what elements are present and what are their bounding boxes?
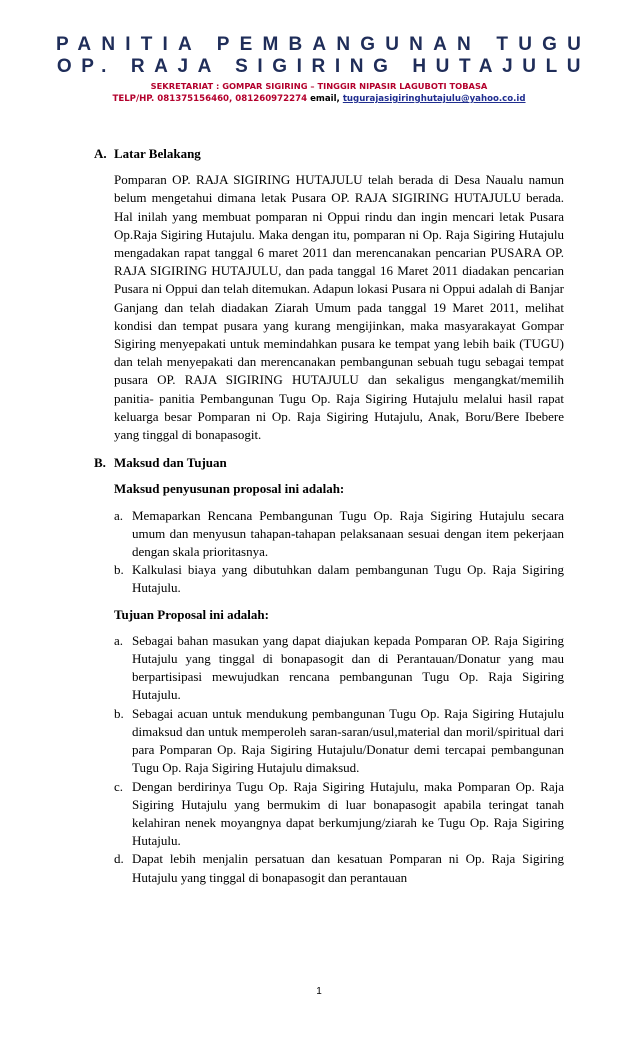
list-item xyxy=(96,850,564,886)
list-item-text: Sebagai acuan untuk mendukung pembangunan Tugu Op. Raja Sigiring Hutajulu dimaksud dan untuk memperoleh saran-saran/usul,material dan moril/spiritual dari para Pomparan Op. Raja Sigiring Hutajulu/Donatur demi tercapai pembangunan Tugu Op. Raja Sigiring Hutajulu dimaksud. xyxy=(132,705,564,776)
list-marker: b. xyxy=(114,562,124,578)
letterhead-email-label: email, xyxy=(310,94,340,104)
list-marker: b. xyxy=(114,705,124,721)
maksud-list xyxy=(96,507,564,598)
letterhead-address: SEKRETARIAT : GOMPAR SIGIRING – TINGGIR NIPASIR LAGUBOTI TOBASA xyxy=(150,81,488,91)
letterhead-subtitle: OP. RAJA SIGIRING HUTAJULU xyxy=(56,56,591,77)
page-number: 1 xyxy=(316,986,322,997)
letterhead-email-link[interactable]: tugurajasigiringhutajulu@yahoo.co.id xyxy=(342,94,526,104)
list-item-text: Memaparkan Rencana Pembangunan Tugu Op. Raja Sigiring Hutajulu secara umum dan menyusun tahapan-tahapan pelaksanaan sesuai dengan item pekerjaan dengan skala prioritasnya. xyxy=(132,507,564,560)
list-marker: d. xyxy=(114,851,124,867)
list-item xyxy=(96,561,564,597)
section-a-label: A. xyxy=(94,146,107,161)
letterhead-title: PANITIA PEMBANGUNAN TUGU xyxy=(55,34,592,55)
section-a-paragraph: Pomparan OP. RAJA SIGIRING HUTAJULU telah berada di Desa Naualu namun belum mengetahui dimana letak Pusara OP. RAJA SIGIRING HUTAJULU berada. Hal inilah yang membuat pomparan ni Oppui rindu dan ingin mencari letak Pusara Op.Raja Sigiring Hutajulu. Maka dengan itu, pomparan ni Op. Raja Sigiring Hutajulu mengadakan rapat tanggal 6 maret 2011 dan merencanakan pencarian PUSARA OP. RAJA SIGIRING HUTAJULU, dan pada tanggal 16 Maret 2011 diadakan pencarian Pusara ni Oppui dan telah ditemukan. Adapun lokasi Pusara ni Oppui adalah di Banjar Ganjang dan telah diadakan Ziarah Umum pada tanggal 19 Maret 2011, melihat kondisi dan tempat pusara yang kurang mengijinkan, maka masyarakayat Gompar Sigiring menyepakati untuk memindahkan pusara ke tempat yang lebih baik (TUGU) dan telah menyepakati dan merencanakan pembangunan sebuah tugu sebagai tempat pusara OP. RAJA SIGIRING HUTAJULU dan sekaligus mengangkat/memilih panitia- panitia Pembangunan Tugu Op. Raja Sigiring Hutajulu melalui hasil rapat keluarga besar Pomparan ni Op. Raja Sigiring Hutajulu, Anak, Boru/Bere Ibebere yang tinggal di bonapasogit. xyxy=(114,172,564,443)
list-item xyxy=(96,632,564,705)
section-a-title: Latar Belakang xyxy=(114,146,201,161)
list-item-text: Sebagai bahan masukan yang dapat diajukan kepada Pomparan OP. Raja Sigiring Hutajulu yang tinggal di bonapasogit dan di Perantauan/Donatur yang mau berpartisipasi mewujudkan rencana pembangunan Tugu Op. Raja Sigiring Hutajulu. xyxy=(132,632,564,703)
list-item-text: Dapat lebih menjalin persatuan dan kesatuan Pomparan ni Op. Raja Sigiring Hutajulu yang tinggal di bonapasogit dan perantauan xyxy=(132,851,564,885)
letterhead-contact xyxy=(0,93,638,106)
tujuan-list xyxy=(96,632,564,887)
section-a-heading xyxy=(96,145,564,163)
list-marker: a. xyxy=(114,507,124,523)
list-item xyxy=(96,705,564,778)
list-item xyxy=(96,507,564,562)
list-item-text: Dengan berdirinya Tugu Op. Raja Sigiring Hutajulu, maka Pomparan Op. Raja Sigiring Hutajulu yang bermukim di luar bonapasogit apabila teringat tanah kelahiran nenek moyangnya dapat berkumjung/ziarah ke Tugu Op. Raja Sigiring Hutajulu. xyxy=(132,778,564,849)
list-item xyxy=(96,778,564,851)
maksud-heading: Maksud penyusunan proposal ini adalah: xyxy=(114,481,345,497)
section-b-heading xyxy=(96,454,564,472)
tujuan-heading: Tujuan Proposal ini adalah: xyxy=(114,606,269,622)
list-marker: a. xyxy=(114,632,124,648)
section-b-label: B. xyxy=(94,455,106,471)
section-b-title: Maksud dan Tujuan xyxy=(114,455,227,471)
document-body xyxy=(96,145,564,887)
list-item-text: Kalkulasi biaya yang dibutuhkan dalam pembangunan Tugu Op. Raja Sigiring Hutajulu. xyxy=(132,562,564,596)
list-marker: c. xyxy=(114,778,124,794)
letterhead-phone: TELP/HP. 081375156460, 081260972274 xyxy=(112,94,308,104)
letterhead xyxy=(0,34,638,106)
